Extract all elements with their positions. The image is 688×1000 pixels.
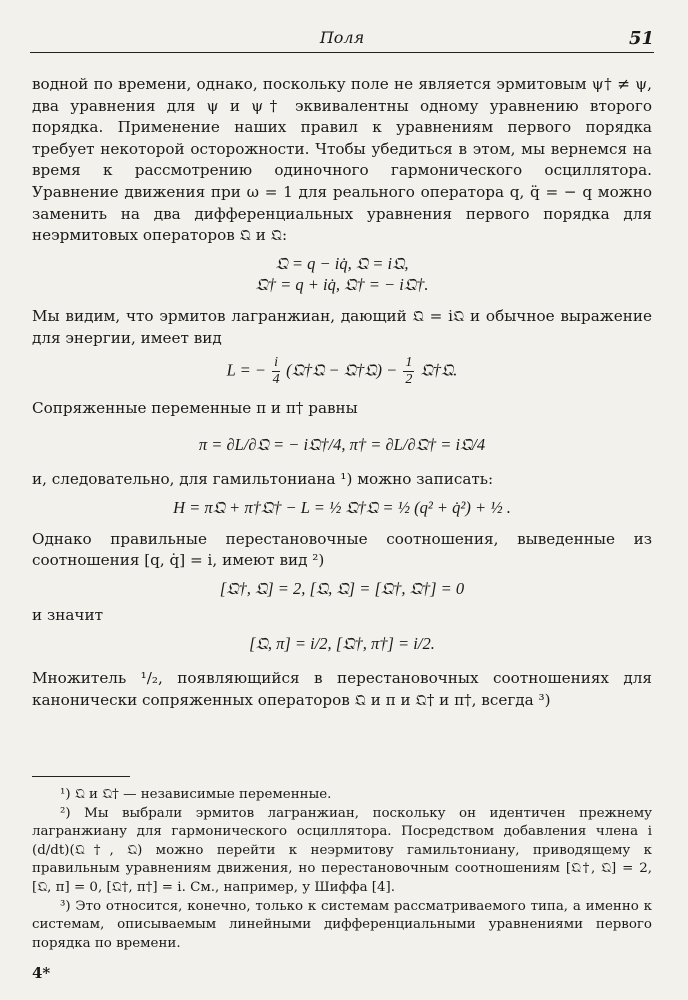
eq2-fraction-2 [403, 355, 414, 388]
equation-4: H = π𝔔̇ + π†𝔔̇† − L = ½ 𝔔†𝔔 = ½ (q² + q̇²) + ½ . [173, 497, 511, 517]
eq2-frac2-den: 2 [405, 372, 413, 388]
paragraph-5: Однако правильные перестановочные соотношения, выведенные из соотношения [q, q̇] = i, имеют вид ²) [32, 529, 652, 570]
paragraph-6: и значит [32, 606, 103, 625]
footnote-3: ³) Это относится, конечно, только к системам рассматриваемого типа, а именно к системам, описываемым линейными дифференциальными уравнениями первого порядка по времени. [32, 898, 652, 951]
footnote-2: ²) Мы выбрали эрмитов лагранжиан, поскольку он идентичен прежнему лагранжиану для гармонического осциллятора. Посредством добавления члена i (d/dt)(𝔔†, 𝔔) можно перейти к неэрмитову гамильтониану, приводящему к правильным уравнениям движения, но перестановочным соотношениям [𝔔†, 𝔔] = 2, [𝔔, π] = 0, [𝔔†, π†] = i. См., например, у Шиффа [4]. [32, 805, 652, 895]
equation-1a: 𝔔 = q − iq̇, 𝔔̇ = i𝔔, [275, 253, 409, 273]
running-title: Поля [319, 28, 365, 47]
equation-5: [𝔔†, 𝔔] = 2, [𝔔, 𝔔̇] = [𝔔†, 𝔔̇†] = 0 [219, 578, 465, 598]
equation-1b: 𝔔† = q + iq̇, 𝔔̇† = − i𝔔†. [255, 275, 429, 295]
footnote-rule [32, 776, 130, 777]
eq2-left: L = − [226, 360, 267, 380]
header-rule [30, 52, 654, 53]
paragraph-1: водной по времени, однако, поскольку поле не является эрмитовым ψ† ≠ ψ, два уравнения для ψ и ψ† эквивалентны одному уравнению второго порядка. Применение наших правил к уравнениям первого порядка требует некоторой осторожности. Чтобы убедиться в этом, мы вернемся на время к рассмотрению одиночного гармонического осциллятора. Уравнение движения при ω = 1 для реального оператора q, q̈ = − q можно заменить на два дифференциальных уравнения первого порядка для неэрмитовых операторов 𝔔 и 𝔔̇: [32, 75, 652, 245]
eq2-frac-num: i [274, 355, 279, 371]
paragraph-3: Сопряженные переменные π и π† равны [32, 399, 358, 418]
eq2-right: 𝔔†𝔔. [420, 360, 458, 380]
equation-2 [32, 355, 652, 388]
eq2-mid: (𝔔†𝔔̇ − 𝔔̇†𝔔) − [286, 360, 398, 380]
eq2-frac-den: 4 [272, 372, 280, 388]
equation-6: [𝔔, π] = i/2, [𝔔†, π†] = i/2. [249, 633, 435, 653]
footnote-1: ¹) 𝔔 и 𝔔† — независимые переменные. [60, 787, 332, 802]
main-text [32, 74, 652, 712]
signature-mark: 4* [32, 964, 51, 982]
eq2-fraction [272, 355, 280, 388]
paragraph-7: Множитель ¹/₂, появляющийся в перестановочных соотношениях для канонически сопряженных операторов 𝔔 и π и 𝔔† и π†, всегда ³) [32, 669, 652, 710]
paragraph-2: Мы видим, что эрмитов лагранжиан, дающий 𝔔̇ = i𝔔 и обычное выражение для энергии, имеет вид [32, 306, 652, 347]
page-number: 51 [628, 28, 654, 49]
equation-3: π = ∂L/∂𝔔̇ = − i𝔔†/4, π† = ∂L/∂𝔔̇† = i𝔔/4 [198, 434, 486, 454]
footnotes [32, 786, 652, 953]
paragraph-4: и, следовательно, для гамильтониана ¹) можно записать: [32, 470, 494, 489]
eq2-frac2-num: 1 [405, 355, 413, 371]
running-header [30, 28, 654, 50]
